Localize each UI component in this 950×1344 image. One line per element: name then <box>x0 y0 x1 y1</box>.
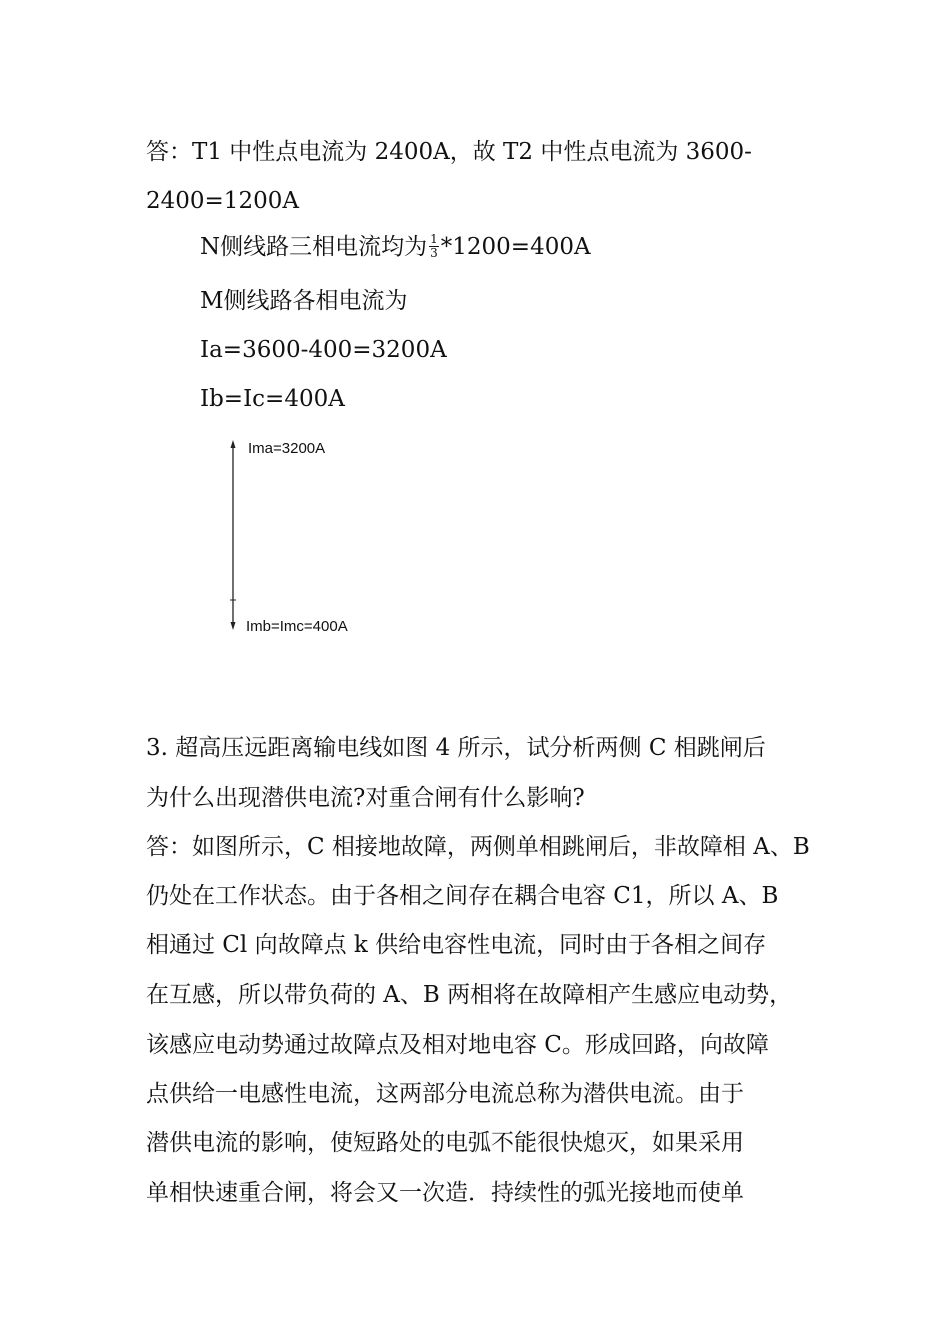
question-3-line-2: 为什么出现潜供电流?对重合闸有什么影响? <box>146 785 585 811</box>
answer-3-line: 相通过 Cl 向故障点 k 供给电容性电流，同时由于各相之间存 <box>146 932 767 958</box>
ib-ic-equation: Ib=Ic=400A <box>200 386 345 412</box>
fraction-numerator: 1 <box>430 231 438 246</box>
fraction-denominator: 3 <box>430 245 438 260</box>
ia-equation: Ia=3600-400=3200A <box>200 337 447 363</box>
arrow-up-head <box>231 440 236 448</box>
n-side-current-line <box>200 232 591 262</box>
n-side-prefix: N侧线路三相电流均为 <box>200 234 428 260</box>
answer-3-line: 仍处在工作状态。由于各相之间存在耦合电容 C1，所以 A、B <box>146 883 779 909</box>
ima-label: Ima=3200A <box>248 440 326 457</box>
answer-line-1: 答：T1 中性点电流为 2400A，故 T2 中性点电流为 3600- <box>146 139 752 165</box>
question-3-line-1: 3. 超高压远距离输电线如图 4 所示，试分析两侧 C 相跳闸后 <box>146 735 766 761</box>
answer-3-line: 该感应电动势通过故障点及相对地电容 C。形成回路，向故障 <box>146 1032 769 1058</box>
answer-line-2: 2400=1200A <box>146 188 299 214</box>
imb-imc-label: Imb=Imc=400A <box>246 618 348 635</box>
arrow-down-head <box>231 622 236 630</box>
answer-3-line: 答：如图所示，C 相接地故障，两侧单相跳闸后，非故障相 A、B <box>146 834 810 860</box>
n-side-suffix: *1200=400A <box>440 234 591 260</box>
m-side-current-line: M侧线路各相电流为 <box>200 288 408 314</box>
fraction-one-third <box>429 233 439 260</box>
answer-3-line: 点供给一电感性电流，这两部分电流总称为潜供电流。由于 <box>146 1081 744 1107</box>
answer-3-line: 单相快速重合闸，将会又一次造．持续性的弧光接地而使单 <box>146 1180 744 1206</box>
answer-3-line: 潜供电流的影响，使短路处的电弧不能很快熄灭，如果采用 <box>146 1130 744 1156</box>
answer-3-line: 在互感，所以带负荷的 A、B 两相将在故障相产生感应电动势， <box>146 982 793 1008</box>
